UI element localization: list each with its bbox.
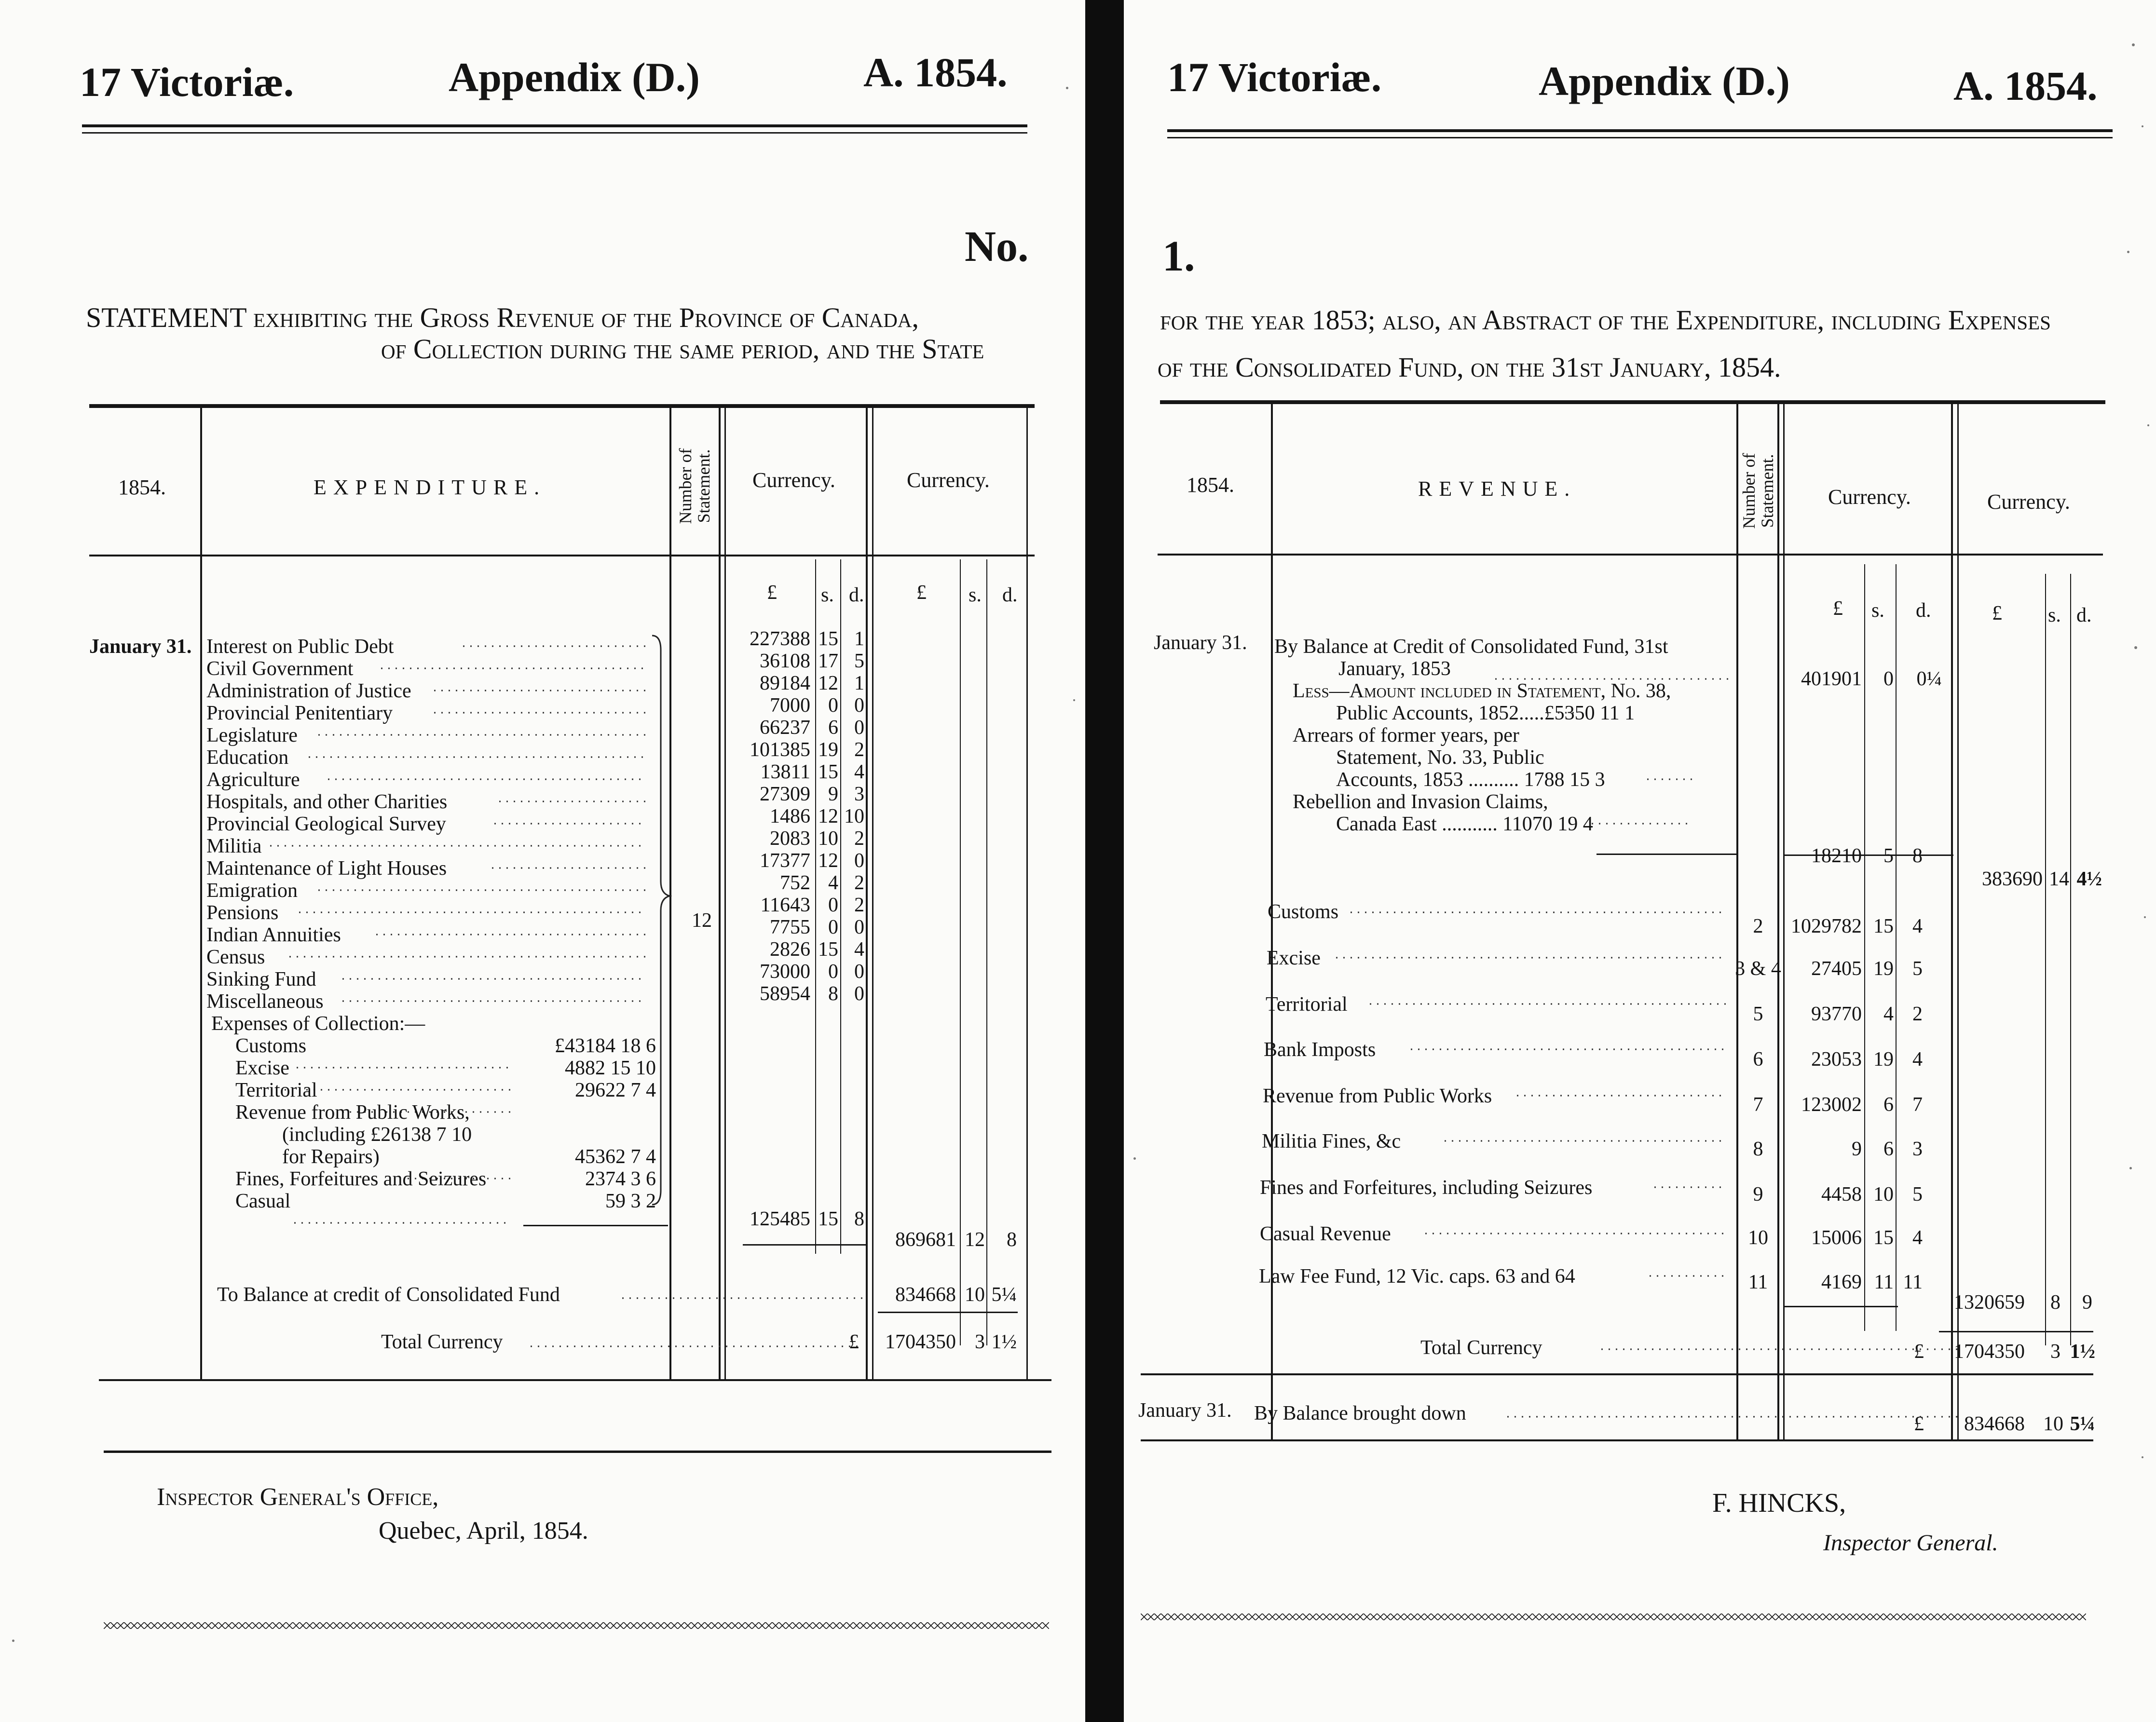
right-brought-label: By Balance brought down (1254, 1402, 1466, 1424)
right-unit-pound-2: £ (1992, 602, 2002, 624)
row-pence: 0 (854, 850, 864, 872)
right-title-line2: of the Consolidated Fund, on the 31st January, 1854. (1158, 352, 1781, 383)
right-total-pence: 1½ (2070, 1341, 2095, 1363)
collection-amount: 29622 7 4 (575, 1079, 656, 1101)
left-unit-pound-2: £ (916, 582, 927, 604)
row-pounds: 36108 (760, 650, 810, 672)
row-pence: 2 (854, 739, 864, 761)
right-items-sum-rule (1785, 1306, 1898, 1307)
right-unit-d-2: d. (2076, 604, 2092, 626)
row-label: Territorial (1266, 993, 1348, 1016)
right-brought-pence: 5¼ (2070, 1413, 2095, 1435)
left-statement-number: 12 (692, 909, 712, 932)
row-pence: 2 (854, 872, 864, 894)
left-col-year: 1854. (118, 475, 166, 499)
row-pence: 2 (1912, 1003, 1923, 1025)
right-opening-pence: 0¼ (1916, 668, 1942, 690)
row-statement-number: 2 (1753, 915, 1763, 937)
row-shillings: 10 (818, 827, 838, 850)
row-label: Revenue from Public Works (1263, 1085, 1492, 1107)
right-bottom-wavy-rule (1141, 1614, 2086, 1620)
right-unit-s-2: s. (2048, 604, 2061, 626)
left-header-year: A. 1854. (863, 49, 1008, 95)
collection-label: for Repairs) (282, 1146, 380, 1168)
row-pence: 5 (854, 650, 864, 672)
row-shillings: 10 (1873, 1183, 1894, 1206)
right-total-rule (1939, 1331, 2093, 1332)
row-pounds: 7000 (770, 694, 810, 717)
row-pounds: 2083 (770, 827, 810, 850)
balance-line: Accounts, 1853 .......... 1788 15 3 (1336, 769, 1605, 791)
row-shillings: 12 (818, 672, 838, 694)
right-unit-s: s. (1871, 599, 1884, 622)
collection-label: Excise (235, 1057, 289, 1079)
row-pence: 4 (854, 938, 864, 961)
row-statement-number: 7 (1753, 1094, 1763, 1116)
row-shillings: 15 (1873, 915, 1894, 937)
right-deductions-pounds: 18210 (1811, 845, 1862, 867)
signature-name: F. HINCKS, (1712, 1488, 1846, 1518)
collection-label: Fines, Forfeitures and Seizures (235, 1168, 487, 1190)
row-shillings: 4 (1883, 1003, 1894, 1025)
row-shillings: 17 (818, 650, 838, 672)
row-shillings: 6 (828, 717, 838, 739)
collection-amount: £43184 18 6 (555, 1035, 656, 1057)
right-net-balance-pence: 4½ (2076, 868, 2102, 890)
row-label: Law Fee Fund, 12 Vic. caps. 63 and 64 (1259, 1265, 1575, 1288)
row-label: Customs (1268, 901, 1339, 923)
left-header-appendix: Appendix (D.) (449, 54, 700, 100)
left-footer-place: Quebec, April, 1854. (379, 1517, 588, 1545)
left-bottom-wavy-rule (104, 1622, 1049, 1629)
balance-line: Less—Amount included in Statement, No. 38, (1293, 680, 1671, 702)
row-pounds: 73000 (760, 961, 810, 983)
row-label: Agriculture (206, 769, 300, 791)
collection-label: Revenue from Public Works, (235, 1101, 470, 1124)
row-pounds: 101385 (750, 739, 810, 761)
right-items-total-shillings: 8 (2050, 1291, 2060, 1314)
signature-title: Inspector General. (1823, 1530, 1998, 1556)
collection-label: Customs (235, 1035, 307, 1057)
row-shillings: 15 (1873, 1227, 1894, 1249)
right-header-year: A. 1854. (1953, 63, 2098, 109)
collection-amount: 2374 3 6 (585, 1168, 656, 1190)
left-sum-rule (743, 1244, 866, 1246)
right-opening-pounds: 401901 (1801, 668, 1862, 690)
left-date: January 31. (89, 636, 192, 658)
row-shillings: 12 (818, 850, 838, 872)
row-shillings: 9 (828, 783, 838, 805)
collection-label: (including £26138 7 10 (282, 1124, 472, 1146)
right-col-currency1: Currency. (1828, 485, 1911, 509)
right-deductions-pence: 8 (1912, 845, 1923, 867)
row-pounds: 27309 (760, 783, 810, 805)
left-title-line2: of Collection during the same period, and the State (381, 333, 984, 365)
right-total-pound-sign: £ (1914, 1341, 1924, 1363)
row-pounds: 93770 (1811, 1003, 1862, 1025)
row-shillings: 0 (828, 894, 838, 916)
left-collection-total-shillings: 15 (818, 1208, 838, 1230)
row-label: Militia Fines, &c (1262, 1130, 1401, 1153)
left-unit-s-2: s. (969, 584, 982, 606)
row-pounds: 89184 (760, 672, 810, 694)
balance-line: Arrears of former years, per (1293, 724, 1519, 746)
left-unit-d-2: d. (1002, 584, 1018, 606)
row-shillings: 6 (1883, 1138, 1894, 1160)
right-brought-pounds: 834668 (1964, 1413, 2025, 1435)
row-pounds: 227388 (750, 628, 810, 650)
row-label: Hospitals, and other Charities (206, 791, 448, 813)
right-net-balance-pounds: 383690 (1982, 868, 2043, 890)
left-total-pounds: 1704350 (885, 1331, 956, 1353)
left-balance-pence: 5¼ (991, 1284, 1017, 1306)
row-shillings: 19 (1873, 1048, 1894, 1071)
left-total-label: Total Currency (381, 1331, 503, 1353)
row-shillings: 0 (828, 694, 838, 717)
row-shillings: 11 (1874, 1271, 1894, 1293)
left-subtotal-shillings: 12 (965, 1229, 985, 1251)
left-col-currency1: Currency. (752, 468, 835, 492)
collection-amount: 59 3 2 (605, 1190, 656, 1212)
row-pence: 0 (854, 983, 864, 1005)
row-label: Sinking Fund (206, 968, 316, 990)
left-title-line1: STATEMENT exhibiting the Gross Revenue of the Province of Canada, (86, 302, 919, 333)
balance-line: By Balance at Credit of Consolidated Fund, 31st (1274, 636, 1668, 658)
row-label: Indian Annuities (206, 924, 341, 946)
right-total-shillings: 3 (2050, 1341, 2060, 1363)
row-label: Pensions (206, 902, 279, 924)
row-statement-number: 10 (1748, 1227, 1768, 1249)
balance-line: January, 1853 (1338, 658, 1451, 680)
row-statement-number: 5 (1753, 1003, 1763, 1025)
left-subtotal-pounds: 869681 (895, 1229, 956, 1251)
row-label: Maintenance of Light Houses (206, 857, 447, 880)
row-label: Casual Revenue (1260, 1223, 1391, 1245)
right-col-heading: REVENUE. (1418, 477, 1577, 501)
row-pence: 4 (854, 761, 864, 783)
left-header-session: 17 Victoriæ. (80, 59, 294, 105)
row-pounds: 1486 (770, 805, 810, 827)
balance-line: Canada East ........... 11070 19 4 (1336, 813, 1593, 835)
row-pence: 4 (1912, 1048, 1923, 1071)
left-collection-heading: Expenses of Collection:— (211, 1013, 425, 1035)
row-shillings: 15 (818, 628, 838, 650)
balance-line: Statement, No. 33, Public (1336, 746, 1544, 769)
row-label: Census (206, 946, 265, 968)
right-total-label: Total Currency (1420, 1337, 1542, 1359)
row-pounds: 17377 (760, 850, 810, 872)
left-footer-rule (104, 1451, 1051, 1453)
row-label: Education (206, 746, 289, 769)
row-pounds: 7755 (770, 916, 810, 938)
row-label: Interest on Public Debt (206, 636, 394, 658)
right-deductions-shillings: 5 (1883, 845, 1894, 867)
row-statement-number: 8 (1753, 1138, 1763, 1160)
row-shillings: 19 (818, 739, 838, 761)
right-number-word: 1. (1162, 232, 1195, 280)
row-shillings: 4 (828, 872, 838, 894)
row-pounds: 58954 (760, 983, 810, 1005)
right-unit-pound: £ (1833, 597, 1843, 620)
row-pounds: 4169 (1821, 1271, 1862, 1293)
row-pence: 0 (854, 717, 864, 739)
row-statement-number: 9 (1753, 1183, 1763, 1206)
right-col-number: Number of Statement. (1739, 453, 1777, 529)
left-total-shillings: 3 (975, 1331, 985, 1353)
left-total-pound-sign: £ (849, 1331, 859, 1353)
row-pence: 4 (1912, 1227, 1923, 1249)
row-pence: 2 (854, 827, 864, 850)
right-dot-leaders (1109, 0, 2156, 1722)
row-pounds: 23053 (1811, 1048, 1862, 1071)
row-pence: 0 (854, 961, 864, 983)
row-pounds: 9 (1852, 1138, 1862, 1160)
right-header-appendix: Appendix (D.) (1539, 58, 1790, 104)
right-brought-shillings: 10 (2043, 1413, 2063, 1435)
row-pounds: 27405 (1811, 958, 1862, 980)
row-label: Administration of Justice (206, 680, 411, 702)
collection-label: Casual (235, 1190, 291, 1212)
row-pence: 3 (854, 783, 864, 805)
row-pounds: 123002 (1801, 1094, 1862, 1116)
row-pounds: 1029782 (1791, 915, 1862, 937)
right-items-total-pence: 9 (2082, 1291, 2092, 1314)
right-brought-date: January 31. (1138, 1399, 1232, 1422)
row-label: Emigration (206, 880, 298, 902)
row-label: Provincial Geological Survey (206, 813, 446, 835)
row-pence: 5 (1912, 958, 1923, 980)
row-pence: 5 (1912, 1183, 1923, 1206)
right-unit-d: d. (1916, 599, 1931, 622)
row-pence: 3 (1912, 1138, 1923, 1160)
row-pounds: 66237 (760, 717, 810, 739)
right-net-balance-shillings: 14 (2049, 868, 2069, 890)
left-balance-label: To Balance at credit of Consolidated Fund (217, 1284, 560, 1306)
row-pence: 11 (1903, 1271, 1923, 1293)
balance-line: Rebellion and Invasion Claims, (1293, 791, 1548, 813)
row-pounds: 15006 (1811, 1227, 1862, 1249)
row-shillings: 8 (828, 983, 838, 1005)
row-pounds: 752 (780, 872, 810, 894)
row-pence: 4 (1912, 915, 1923, 937)
row-pence: 1 (854, 628, 864, 650)
left-collection-total-pounds: 125485 (750, 1208, 810, 1230)
right-col-year: 1854. (1187, 473, 1234, 497)
row-shillings: 12 (818, 805, 838, 827)
left-subtotal-pence: 8 (1007, 1229, 1017, 1251)
left-col-number: Number of Statement. (676, 448, 713, 524)
row-label: Bank Imposts (1264, 1039, 1376, 1061)
row-label: Legislature (206, 724, 298, 746)
right-date: January 31. (1154, 632, 1247, 654)
row-pence: 7 (1912, 1094, 1923, 1116)
row-label: Militia (206, 835, 262, 857)
left-balance-pounds: 834668 (895, 1284, 956, 1306)
row-pounds: 2826 (770, 938, 810, 961)
left-col-currency2: Currency. (907, 468, 990, 492)
row-shillings: 0 (828, 916, 838, 938)
right-title-line1: for the year 1853; also, an Abstract of the Expenditure, including Expenses (1160, 304, 2051, 336)
row-statement-number: 11 (1748, 1271, 1768, 1293)
row-shillings: 15 (818, 761, 838, 783)
row-label: Provincial Penitentiary (206, 702, 393, 724)
row-statement-number: 3 & 4 (1735, 958, 1781, 980)
row-pence: 0 (854, 694, 864, 717)
row-label: Civil Government (206, 658, 354, 680)
left-unit-d: d. (849, 584, 864, 606)
right-total-pounds: 1704350 (1954, 1341, 2025, 1363)
row-label: Excise (1267, 947, 1321, 969)
row-pence: 10 (844, 805, 864, 827)
left-dot-leaders (0, 0, 1061, 1722)
balance-line: Public Accounts, 1852.....£5350 11 1 (1336, 702, 1635, 724)
right-brought-pound-sign: £ (1914, 1413, 1924, 1435)
right-header-session: 17 Victoriæ. (1167, 54, 1382, 100)
left-col-heading: EXPENDITURE. (314, 475, 546, 499)
row-shillings: 0 (828, 961, 838, 983)
left-balance-shillings: 10 (965, 1284, 985, 1306)
left-collection-rule (523, 1225, 668, 1226)
collection-amount: 4882 15 10 (565, 1057, 656, 1079)
row-pence: 2 (854, 894, 864, 916)
left-total-pence: 1½ (991, 1331, 1017, 1353)
row-shillings: 15 (818, 938, 838, 961)
row-pounds: 13811 (760, 761, 810, 783)
left-number-word: No. (965, 223, 1029, 271)
right-items-total-pounds: 1320659 (1954, 1291, 2025, 1314)
collection-amount: 45362 7 4 (575, 1146, 656, 1168)
row-pounds: 4458 (1821, 1183, 1862, 1206)
row-pounds: 11643 (760, 894, 810, 916)
row-pence: 0 (854, 916, 864, 938)
row-pence: 1 (854, 672, 864, 694)
left-footer-office: Inspector General's Office, (157, 1483, 439, 1511)
left-unit-pound: £ (767, 582, 777, 604)
row-statement-number: 6 (1753, 1048, 1763, 1071)
left-collection-total-pence: 8 (854, 1208, 864, 1230)
left-total-rule (878, 1312, 1018, 1313)
row-shillings: 6 (1883, 1094, 1894, 1116)
row-label: Fines and Forfeitures, including Seizures (1260, 1177, 1593, 1199)
left-unit-s: s. (821, 584, 834, 606)
right-col-currency2: Currency. (1987, 490, 2070, 514)
row-label: Miscellaneous (206, 990, 324, 1013)
row-shillings: 19 (1873, 958, 1894, 980)
collection-label: Territorial (235, 1079, 317, 1101)
right-opening-shillings: 0 (1883, 668, 1894, 690)
